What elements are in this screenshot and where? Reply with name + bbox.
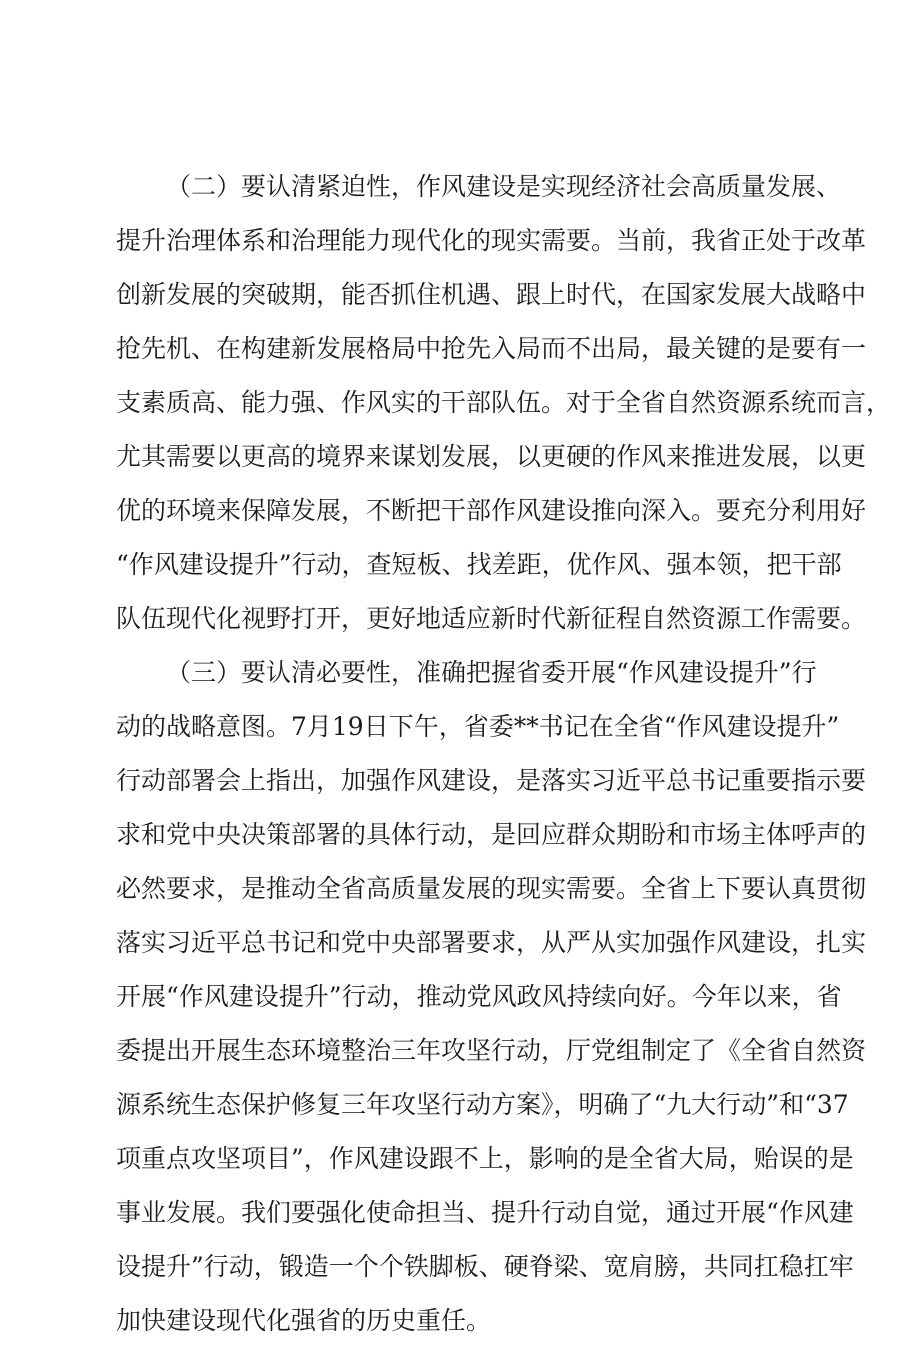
paragraph-line: 开展“作风建设提升”行动，推动党风政风持续向好。今年以来，省 (116, 982, 842, 1011)
paragraph-line: 委提出开展生态环境整治三年攻坚行动，厅党组制定了《全省自然资 (116, 1036, 867, 1065)
paragraph-line: 动的战略意图。7月19日下午，省委**书记在全省“作风建设提升” (116, 712, 840, 741)
paragraph-line: 提升治理体系和治理能力现代化的现实需要。当前，我省正处于改革 (116, 226, 867, 255)
paragraph-line: 抢先机、在构建新发展格局中抢先入局而不出局，最关键的是要有一 (116, 334, 867, 363)
paragraph-line: 项重点攻坚项目”，作风建设跟不上，影响的是全省大局，贻误的是 (116, 1144, 854, 1173)
paragraph-line: （三）要认清必要性，准确把握省委开展“作风建设提升”行 (166, 658, 817, 687)
paragraph-section-two (116, 160, 892, 646)
paragraph-line: 事业发展。我们要强化使命担当、提升行动自觉，通过开展“作风建 (116, 1198, 854, 1227)
paragraph-line: 设提升”行动，锻造一个个铁脚板、硬脊梁、宽肩膀，共同扛稳扛牢 (116, 1252, 854, 1281)
document-body (116, 160, 892, 1348)
paragraph-line: （二）要认清紧迫性，作风建设是实现经济社会高质量发展、 (166, 172, 842, 201)
paragraph-line: 源系统生态保护修复三年攻坚行动方案》，明确了“九大行动”和“37 (116, 1090, 849, 1119)
paragraph-line: 必然要求，是推动全省高质量发展的现实需要。全省上下要认真贯彻 (116, 874, 867, 903)
paragraph-line: 创新发展的突破期，能否抓住机遇、跟上时代，在国家发展大战略中 (116, 280, 867, 309)
paragraph-line: 加快建设现代化强省的历史重任。 (116, 1306, 492, 1335)
paragraph-line: 行动部署会上指出，加强作风建设，是落实习近平总书记重要指示要 (116, 766, 867, 795)
paragraph-line: 支素质高、能力强、作风实的干部队伍。对于全省自然资源系统而言， (116, 388, 892, 417)
paragraph-line: 优的环境来保障发展，不断把干部作风建设推向深入。要充分利用好 (116, 496, 867, 525)
paragraph-line: 落实习近平总书记和党中央部署要求，从严从实加强作风建设，扎实 (116, 928, 867, 957)
paragraph-line: 求和党中央决策部署的具体行动，是回应群众期盼和市场主体呼声的 (116, 820, 867, 849)
paragraph-line: “作风建设提升”行动，查短板、找差距，优作风、强本领，把干部 (116, 550, 842, 579)
paragraph-line: 队伍现代化视野打开，更好地适应新时代新征程自然资源工作需要。 (116, 604, 867, 633)
paragraph-section-three (116, 646, 867, 1348)
paragraph-line: 尤其需要以更高的境界来谋划发展，以更硬的作风来推进发展，以更 (116, 442, 867, 471)
